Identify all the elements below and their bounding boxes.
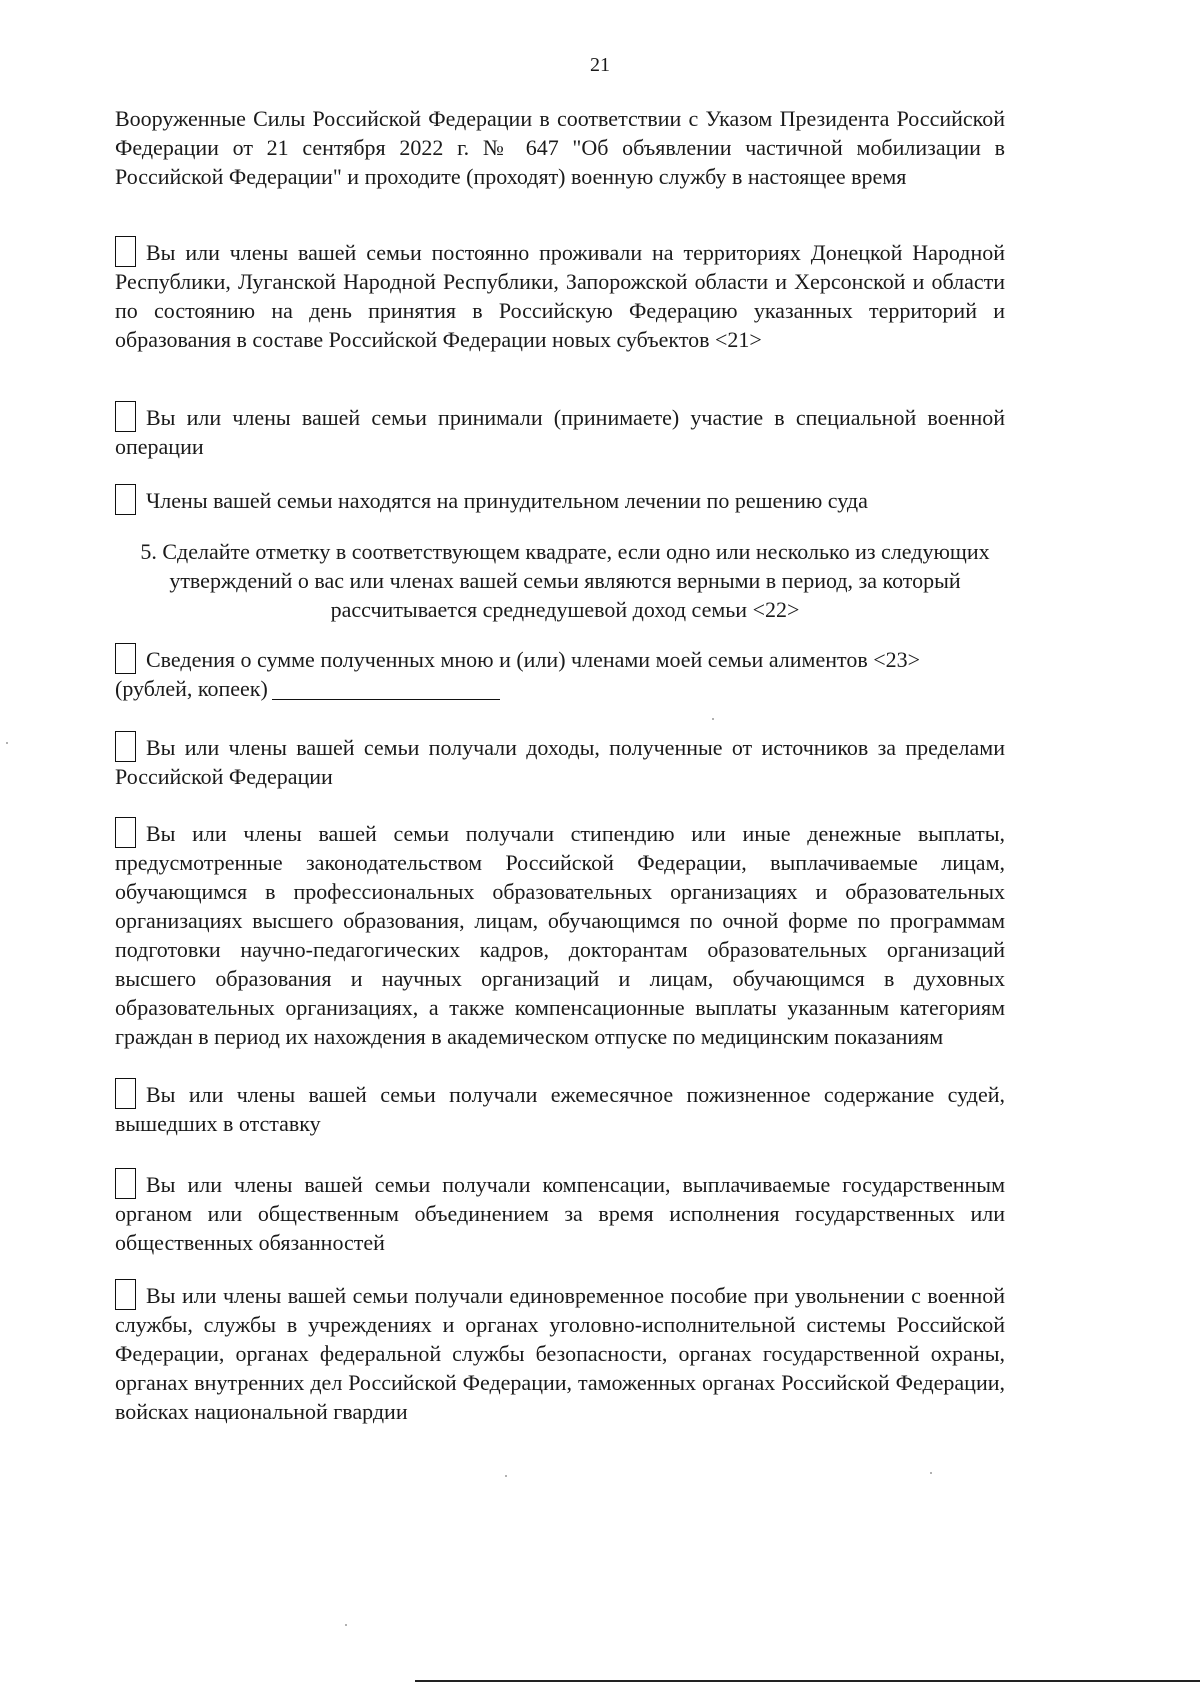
item-text: Вы или члены вашей семьи принимали (принимаете) участие в специальной военной операции: [115, 405, 1005, 459]
page-number: 21: [590, 54, 610, 76]
checkbox-stipend[interactable]: [115, 817, 136, 848]
scan-speck: [712, 718, 714, 720]
scan-speck: [345, 1624, 347, 1626]
item-text: Вы или члены вашей семьи получали ежемесячное пожизненное содержание судей, вышедших в отставку: [115, 1082, 1005, 1136]
scan-speck: [930, 1472, 932, 1474]
item-foreign-income: [115, 731, 1005, 791]
item-text: Вы или члены вашей семьи получали доходы, полученные от источников за пределами Российской Федерации: [115, 735, 1005, 789]
scan-speck: [6, 742, 8, 744]
scan-speck: [505, 1475, 507, 1477]
item-text: Члены вашей семьи находятся на принудительном лечении по решению суда: [146, 488, 868, 513]
checkbox-new-territories[interactable]: [115, 236, 136, 267]
alimony-amount-label: (рублей, копеек): [115, 676, 268, 701]
item-new-territories: [115, 236, 1005, 354]
item-text: Вы или члены вашей семьи получали стипендию или иные денежные выплаты, предусмотренные законодательством Российской Федерации, выплачиваемые лицам, обучающимся в профессиональных образовательных организациях и образовательных организациях высшего образования, лицам, обучающимся по очной форме по программам подготовки научно-педагогических кадров, докторантам образовательных организаций высшего образования и научных организаций и лицам, обучающимся в духовных образовательных организациях, а также компенсационные выплаты указанным категориям граждан в период их нахождения в академическом отпуске по медицинским показаниям: [115, 821, 1005, 1049]
alimony-amount-field[interactable]: [272, 679, 500, 700]
intro-text: Вооруженные Силы Российской Федерации в соответствии с Указом Президента Российской Федерации от 21 сентября 2022 г. № 647 "Об объявлении частичной мобилизации в Российской Федерации" и проходите (проходят) военную службу в настоящее время: [115, 106, 1005, 189]
alimony-label: Сведения о сумме полученных мною и (или) членами моей семьи алиментов <23>: [146, 647, 921, 672]
checkbox-foreign-income[interactable]: [115, 731, 136, 762]
checkbox-judges-allowance[interactable]: [115, 1078, 136, 1109]
item-public-duty-compensation: [115, 1168, 1005, 1257]
item-compulsory-treatment: [115, 484, 1005, 515]
checkbox-alimony[interactable]: [115, 643, 136, 674]
section-5-heading: 5. Сделайте отметку в соответствующем квадрате, если одно или несколько из следующих утверждений о вас или членах вашей семьи являются верными в период, за который рассчитывается среднедушевой доход семьи <22>: [140, 539, 990, 622]
item-judges-allowance: [115, 1078, 1005, 1138]
checkbox-dismissal-allowance[interactable]: [115, 1279, 136, 1310]
footer-rule: [415, 1680, 1200, 1682]
item-special-operation: [115, 401, 1005, 461]
intro-paragraph: [115, 104, 1005, 191]
checkbox-public-duty-compensation[interactable]: [115, 1168, 136, 1199]
item-stipend: [115, 817, 1005, 1051]
item-text: Вы или члены вашей семьи постоянно проживали на территориях Донецкой Народной Республики, Луганской Народной Республики, Запорожской области и Херсонской и области по состоянию на день принятия в Российскую Федерацию указанных территорий и образования в составе Российской Федерации новых субъектов <21>: [115, 240, 1005, 352]
item-dismissal-allowance: [115, 1279, 1005, 1426]
item-text: Вы или члены вашей семьи получали единовременное пособие при увольнении с военной службы, службы в учреждениях и органах уголовно-исполнительной системы Российской Федерации, органах федеральной службы безопасности, органах государственной охраны, органах внутренних дел Российской Федерации, таможенных органах Российской Федерации, войсках национальной гвардии: [115, 1283, 1005, 1424]
checkbox-special-operation[interactable]: [115, 401, 136, 432]
item-text: Вы или члены вашей семьи получали компенсации, выплачиваемые государственным органом или общественным объединением за время исполнения государственных или общественных обязанностей: [115, 1172, 1005, 1255]
checkbox-compulsory-treatment[interactable]: [115, 484, 136, 515]
item-alimony: [115, 643, 1005, 703]
